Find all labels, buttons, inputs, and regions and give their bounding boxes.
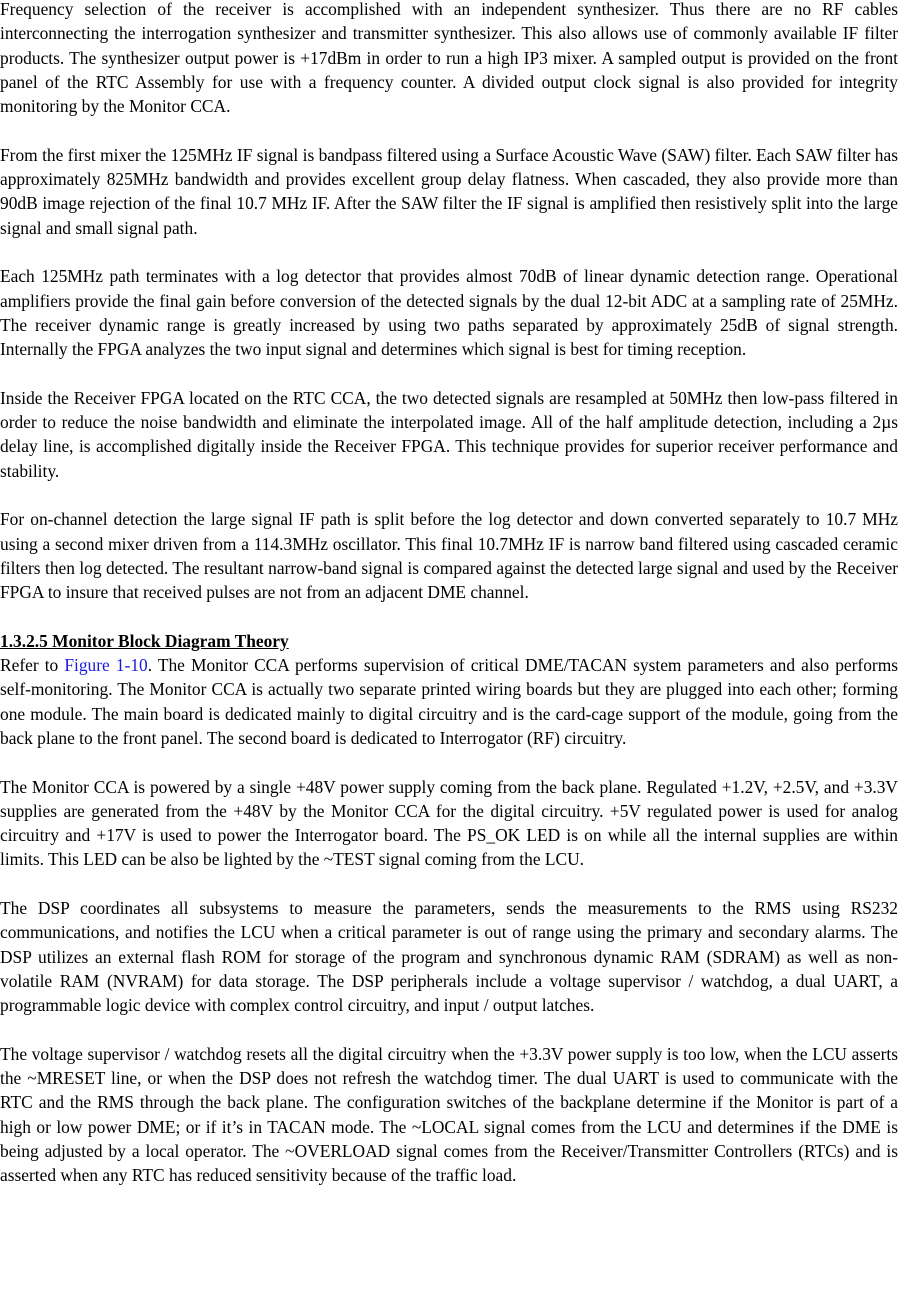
figure-link[interactable]: Figure 1-10 <box>64 655 148 676</box>
paragraph-dsp: The DSP coordinates all subsystems to measure the parameters, sends the measurements to the RMS using RS232 communications, and notifies the LCU when a critical parameter is out of range using the primary and secondary alarms. The DSP utilizes an external flash ROM for storage of the program and synchronous dynamic RAM (SDRAM) as well as non-volatile RAM (NVRAM) for data storage. The DSP peripherals include a voltage supervisor / watchdog, a dual UART, a programmable logic device with complex control circuitry, and input / output latches. <box>0 897 898 1016</box>
refer-text: Refer to <box>0 655 65 676</box>
paragraph-monitor-overview <box>0 653 898 750</box>
monitor-overview-text: . The Monitor CCA performs supervision of critical DME/TACAN system parameters and also performs self-monitoring. The Monitor CCA is actually two separate printed wiring boards but they are plugged into each other; forming one module. The main board is dedicated mainly to digital circuitry and is the card-cage support of the module, going from the back plane to the front panel. The second board is dedicated to Interrogator (RF) circuitry. <box>0 655 898 748</box>
paragraph-on-channel-detection: For on-channel detection the large signal IF path is split before the log detector and down converted separately to 10.7 MHz using a second mixer driven from a 114.3MHz oscillator. This final 10.7MHz IF is narrow band filtered using cascaded ceramic filters then log detected. The resultant narrow-band signal is compared against the detected large signal and used by the Receiver FPGA to insure that received pulses are not from an adjacent DME channel. <box>0 509 898 603</box>
paragraph-power-supply: The Monitor CCA is powered by a single +48V power supply coming from the back plane. Regulated +1.2V, +2.5V, and +3.3V supplies are generated from the +48V by the Monitor CCA for the digital circuitry. +5V regulated power is used for analog circuitry and +17V is used to power the Interrogator board. The PS_OK LED is on while all the internal supplies are within limits. This LED can be also be lighted by the ~TEST signal coming from the LCU. <box>0 776 898 870</box>
paragraph-synthesizer: Frequency selection of the receiver is accomplished with an independent synthesizer. Thus there are no RF cables interconnecting the interrogation synthesizer and transmitter synthesizer. This also allows use of commonly available IF filter products. The synthesizer output power is +17dBm in order to run a high IP3 mixer. A sampled output is provided on the front panel of the RTC Assembly for use with a frequency counter. A divided output clock signal is also provided for integrity monitoring by the Monitor CCA. <box>0 0 898 117</box>
section-heading: 1.3.2.5 Monitor Block Diagram Theory <box>0 630 289 651</box>
paragraph-log-detector: Each 125MHz path terminates with a log detector that provides almost 70dB of linear dynamic detection range. Operational amplifiers provide the final gain before conversion of the detected signals by the dual 12-bit ADC at a sampling rate of 25MHz. The receiver dynamic range is greatly increased by using two paths separated by approximately 25dB of signal strength. Internally the FPGA analyzes the two input signal and determines which signal is best for timing reception. <box>0 266 898 360</box>
paragraph-watchdog: The voltage supervisor / watchdog resets all the digital circuitry when the +3.3V power supply is too low, when the LCU asserts the ~MRESET line, or when the DSP does not refresh the watchdog timer. The dual UART is used to communicate with the RTC and the RMS through the back plane. The configuration switches of the backplane determine if the Monitor is part of a high or low power DME; or if it’s in TACAN mode. The ~LOCAL signal comes from the LCU and determines if the DME is being adjusted by a local operator. The ~OVERLOAD signal comes from the Receiver/Transmitter Controllers (RTCs) and is asserted when any RTC has reduced sensitivity because of the traffic load. <box>0 1043 898 1186</box>
paragraph-receiver-fpga: Inside the Receiver FPGA located on the RTC CCA, the two detected signals are resampled at 50MHz then low-pass filtered in order to reduce the noise bandwidth and eliminate the interpolated image. All of the half amplitude detection, including a 2µs delay line, is accomplished digitally inside the Receiver FPGA. This technique provides for superior receiver performance and stability. <box>0 387 898 481</box>
paragraph-saw-filter: From the first mixer the 125MHz IF signal is bandpass filtered using a Surface Acoustic Wave (SAW) filter. Each SAW filter has approximately 825MHz bandwidth and provides excellent group delay flatness. When cascaded, they also provide more than 90dB image rejection of the final 10.7 MHz IF. After the SAW filter the IF signal is amplified then resistively split into the large signal and small signal path. <box>0 144 898 238</box>
